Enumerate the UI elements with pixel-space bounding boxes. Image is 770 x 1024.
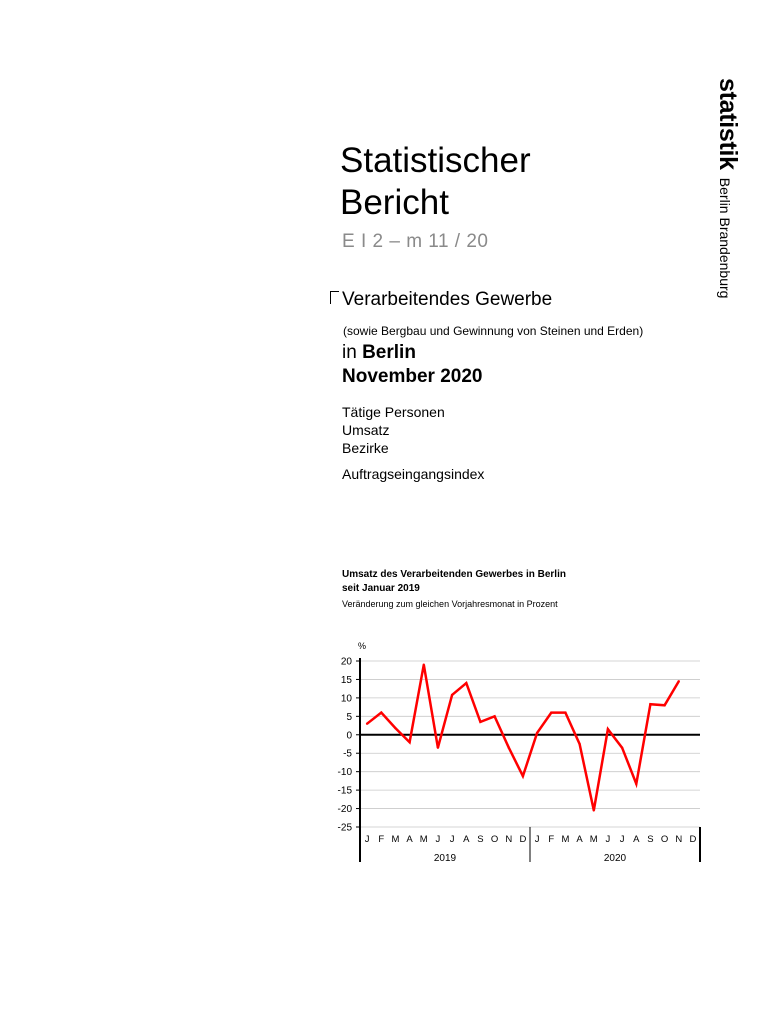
x-tick-label: J xyxy=(364,834,370,845)
year-label: 2019 xyxy=(433,853,457,864)
data-point xyxy=(423,663,425,665)
y-tick-label: 0 xyxy=(346,730,352,742)
data-point xyxy=(578,743,580,745)
x-tick-label: O xyxy=(490,834,499,845)
data-point xyxy=(394,727,396,729)
x-tick-label: M xyxy=(391,834,400,845)
data-point xyxy=(607,728,609,730)
x-tick-label: J xyxy=(435,834,441,845)
x-tick-label: M xyxy=(589,834,598,845)
data-point xyxy=(550,711,552,713)
y-tick-label: 15 xyxy=(340,674,352,686)
y-tick-label: -15 xyxy=(337,785,352,797)
y-tick-label: 5 xyxy=(346,711,352,723)
report-code: E I 2 – m 11 / 20 xyxy=(342,231,489,252)
x-tick-label: F xyxy=(548,834,555,845)
y-tick-label: -10 xyxy=(337,767,352,779)
contents-item-extra: Auftragseingangsindex xyxy=(342,466,485,482)
data-point xyxy=(635,783,637,785)
report-topic: Verarbeitendes Gewerbe xyxy=(342,289,553,310)
x-tick-label: A xyxy=(633,834,640,845)
data-point xyxy=(451,694,453,696)
chart-title-line2: seit Januar 2019 xyxy=(342,583,420,594)
y-tick-label: 10 xyxy=(340,693,352,705)
y-tick-label: -25 xyxy=(337,822,352,834)
data-point xyxy=(437,746,439,748)
x-tick-label: S xyxy=(647,834,654,845)
data-point xyxy=(465,682,467,684)
data-point xyxy=(663,704,665,706)
x-tick-label: O xyxy=(660,834,669,845)
data-point xyxy=(621,746,623,748)
x-tick-label: J xyxy=(619,834,625,845)
chart-subtitle: Veränderung zum gleichen Vorjahresmonat in Prozent xyxy=(342,599,558,609)
data-point xyxy=(366,723,368,725)
report-period: November 2020 xyxy=(342,366,483,387)
data-point xyxy=(522,775,524,777)
data-point xyxy=(564,711,566,713)
year-label: 2020 xyxy=(603,853,627,864)
x-tick-label: A xyxy=(406,834,413,845)
report-title-line1: Statistischer xyxy=(340,141,531,180)
report-topic-note: (sowie Bergbau und Gewinnung von Steinen und Erden) xyxy=(343,324,644,338)
series-line xyxy=(367,665,679,811)
y-axis-unit: % xyxy=(357,641,367,651)
data-point xyxy=(649,703,651,705)
data-point xyxy=(408,741,410,743)
data-point xyxy=(380,711,382,713)
data-point xyxy=(493,715,495,717)
data-point xyxy=(536,732,538,734)
x-tick-label: M xyxy=(561,834,570,845)
contents-item: Bezirke xyxy=(342,440,389,456)
x-tick-label: N xyxy=(675,834,683,845)
chart-title-line1: Umsatz des Verarbeitenden Gewerbes in Berlin xyxy=(342,569,566,580)
x-tick-label: D xyxy=(689,834,697,845)
x-tick-label: J xyxy=(449,834,455,845)
report-title-line2: Bericht xyxy=(340,183,449,222)
data-point xyxy=(593,809,595,811)
x-tick-label: J xyxy=(605,834,611,845)
contents-item: Umsatz xyxy=(342,422,390,438)
x-tick-label: S xyxy=(477,834,484,845)
data-point xyxy=(508,746,510,748)
data-point xyxy=(678,680,680,682)
x-tick-label: M xyxy=(419,834,428,845)
contents-item: Tätige Personen xyxy=(342,404,445,420)
region-name: Berlin xyxy=(362,342,416,363)
region-prefix: in xyxy=(342,342,357,363)
x-tick-label: J xyxy=(534,834,540,845)
brand-wordmark: statistik xyxy=(714,78,742,170)
x-tick-label: F xyxy=(378,834,385,845)
y-tick-label: 20 xyxy=(340,656,352,668)
y-tick-label: -5 xyxy=(343,748,352,760)
x-tick-label: A xyxy=(463,834,470,845)
data-point xyxy=(479,721,481,723)
y-tick-label: -20 xyxy=(337,804,352,816)
x-tick-label: A xyxy=(576,834,583,845)
x-tick-label: N xyxy=(505,834,513,845)
x-tick-label: D xyxy=(519,834,527,845)
brand-region: Berlin Brandenburg xyxy=(717,177,733,299)
